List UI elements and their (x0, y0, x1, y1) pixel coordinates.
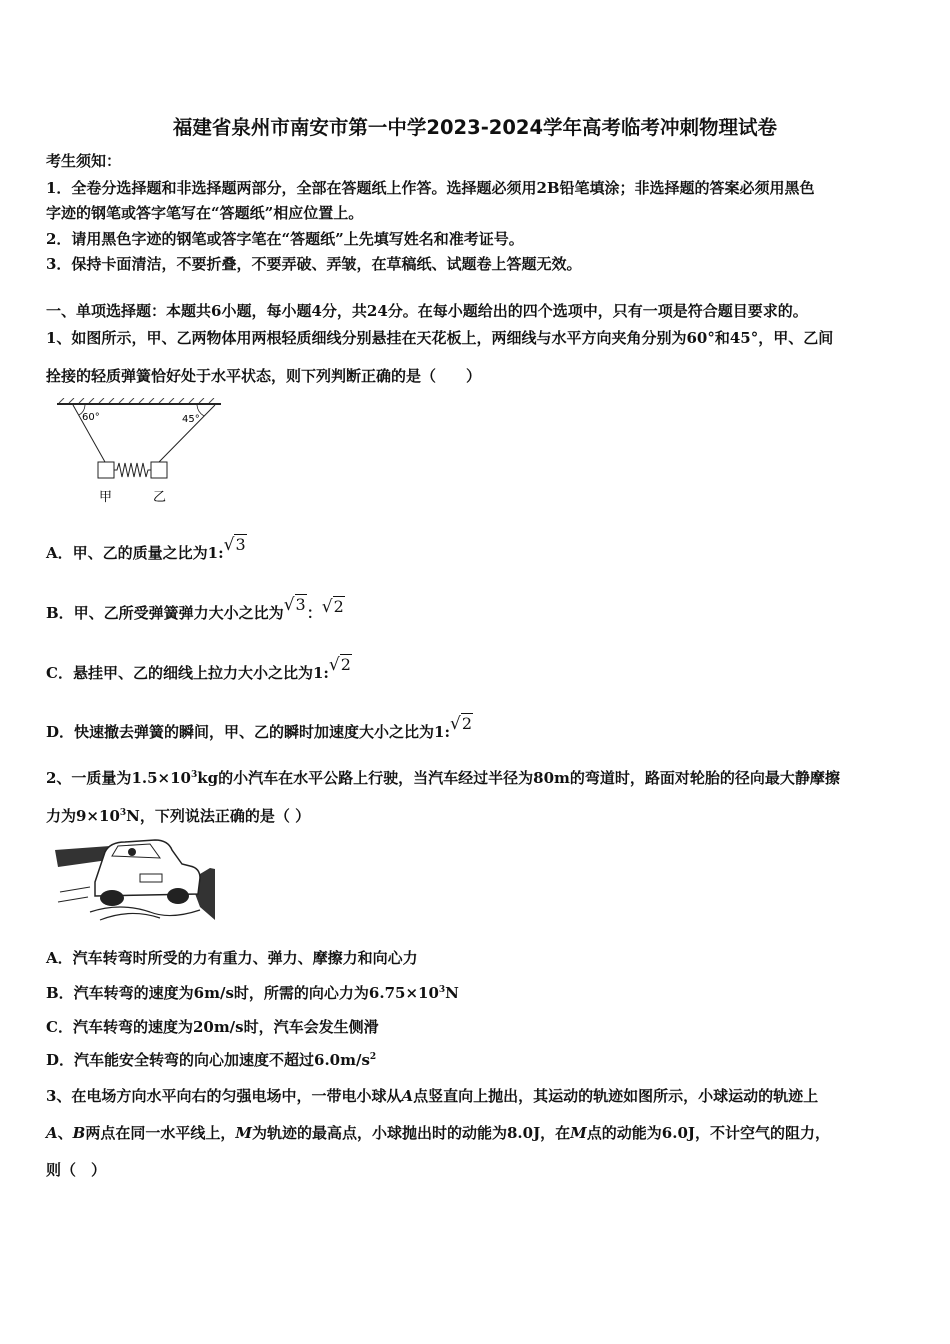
q3-text: 两点在同一水平线上， (85, 1124, 236, 1142)
sqrt-icon: √2 (450, 714, 473, 734)
q2-stem-line1 (46, 767, 840, 788)
q3-text: 为轨迹的最高点，小球抛出时的动能为8.0J，在 (251, 1124, 571, 1142)
q3-stem-line2 (46, 1122, 830, 1143)
sqrt-icon: √2 (321, 597, 344, 617)
q3-text: 点的动能为6.0J，不计空气的阻力， (586, 1124, 830, 1142)
q2-option-d[interactable] (46, 1049, 376, 1070)
q1-option-d-text: D．快速撤去弹簧的瞬间，甲、乙的瞬时加速度大小之比为1: (46, 723, 450, 741)
q2-text: 力为9×10 (46, 807, 120, 825)
ratio-separator: ： (306, 604, 322, 622)
page-title: 福建省泉州市南安市第一中学2023-2024学年高考临考冲刺物理试卷 (172, 116, 778, 139)
angle-label-left: 60° (82, 412, 100, 423)
q1-option-a-text: A．甲、乙的质量之比为1: (46, 544, 224, 562)
section-heading: 一、单项选择题：本题共6小题，每小题4分，共24分。在每小题给出的四个选项中，只有一项是符合题目要求的。 (46, 302, 808, 320)
q1-option-d[interactable] (46, 714, 473, 742)
q1-option-c[interactable] (46, 655, 352, 683)
q3-stem-line3: 则（ ） (46, 1161, 107, 1179)
point-label: M (570, 1124, 587, 1142)
q2-option-d-text: D．汽车能安全转弯的向心加速度不超过6.0m/s (46, 1051, 370, 1069)
q2-option-b-text: B．汽车转弯的速度为6m/s时，所需的向心力为6.75×10 (46, 984, 439, 1002)
notice-item-1: 1．全卷分选择题和非选择题两部分，全部在答题纸上作答。选择题必须用2B铅笔填涂；非选择题的答案必须用黑色 (46, 179, 815, 197)
q2-car-figure (50, 832, 215, 924)
q1-figure (55, 398, 225, 508)
wheel-right (167, 888, 189, 904)
point-label: M (235, 1124, 252, 1142)
sqrt-icon: √3 (223, 535, 246, 555)
q2-text: kg的小汽车在水平公路上行驶，当汽车经过半径为80m的弯道时，路面对轮胎的径向最大静摩擦 (197, 769, 840, 787)
driver-head (128, 848, 136, 856)
block-jia (98, 462, 114, 478)
radicand: 2 (340, 655, 351, 674)
label-jia: 甲 (99, 490, 113, 505)
q1-option-b-text: B．甲、乙所受弹簧弹力大小之比为 (46, 604, 284, 622)
sqrt-icon: √2 (328, 655, 351, 675)
superscript: 3 (438, 985, 446, 995)
superscript: 2 (369, 1052, 377, 1062)
radicand: 2 (333, 597, 344, 616)
radicand: 2 (461, 714, 473, 733)
motion-lines (58, 887, 90, 902)
q2-option-b[interactable] (46, 982, 459, 1003)
spring (114, 463, 151, 477)
point-label: B (72, 1124, 86, 1142)
q2-option-c[interactable]: C．汽车转弯的速度为20m/s时，汽车会发生侧滑 (46, 1018, 379, 1036)
q2-text: 2、一质量为1.5×10 (46, 769, 191, 787)
superscript: 3 (190, 770, 198, 780)
ceiling-hatching (59, 398, 214, 403)
q2-stem-line2 (46, 805, 310, 826)
radicand: 3 (235, 535, 246, 554)
notice-item-2: 2．请用黑色字迹的钢笔或答字笔在“答题纸”上先填写姓名和准考证号。 (46, 230, 524, 248)
license-plate (140, 874, 162, 882)
q1-stem-line2: 拴接的轻质弹簧恰好处于水平状态，则下列判断正确的是（ ） (46, 367, 482, 385)
superscript: 3 (119, 808, 127, 818)
q1-option-a[interactable] (46, 535, 247, 563)
q3-stem-line1 (46, 1085, 818, 1106)
label-yi: 乙 (153, 490, 167, 505)
point-label: A (46, 1124, 58, 1142)
block-yi (151, 462, 167, 478)
tire-marks (100, 913, 160, 920)
radicand: 3 (295, 595, 306, 614)
q3-text: 3、在电场方向水平向右的匀强电场中，一带电小球从 (46, 1087, 402, 1105)
notice-item-3: 3．保持卡面清洁，不要折叠，不要弄破、弄皱，在草稿纸、试题卷上答题无效。 (46, 255, 582, 273)
q1-stem-line1: 1、如图所示，甲、乙两物体用两根轻质细线分别悬挂在天花板上，两细线与水平方向夹角分别为60°和45°，甲、乙间 (46, 329, 834, 347)
q2-text: N，下列说法正确的是（ ） (126, 807, 311, 825)
q1-option-b[interactable] (46, 595, 345, 623)
q2-option-a[interactable]: A．汽车转弯时所受的力有重力、弹力、摩擦力和向心力 (46, 949, 418, 967)
notice-item-1-cont: 字迹的钢笔或答字笔写在“答题纸”相应位置上。 (46, 204, 364, 222)
angle-label-right: 45° (182, 414, 200, 425)
q1-option-c-text: C．悬挂甲、乙的细线上拉力大小之比为1: (46, 664, 329, 682)
wheel-left (100, 890, 124, 906)
q3-text: 、 (57, 1124, 73, 1142)
q3-text: 点竖直向上抛出，其运动的轨迹如图所示，小球运动的轨迹上 (413, 1087, 819, 1105)
sqrt-icon: √3 (283, 595, 306, 615)
notice-heading: 考生须知： (46, 152, 122, 170)
point-label: A (401, 1087, 414, 1105)
q2-option-b-unit: N (445, 984, 459, 1002)
